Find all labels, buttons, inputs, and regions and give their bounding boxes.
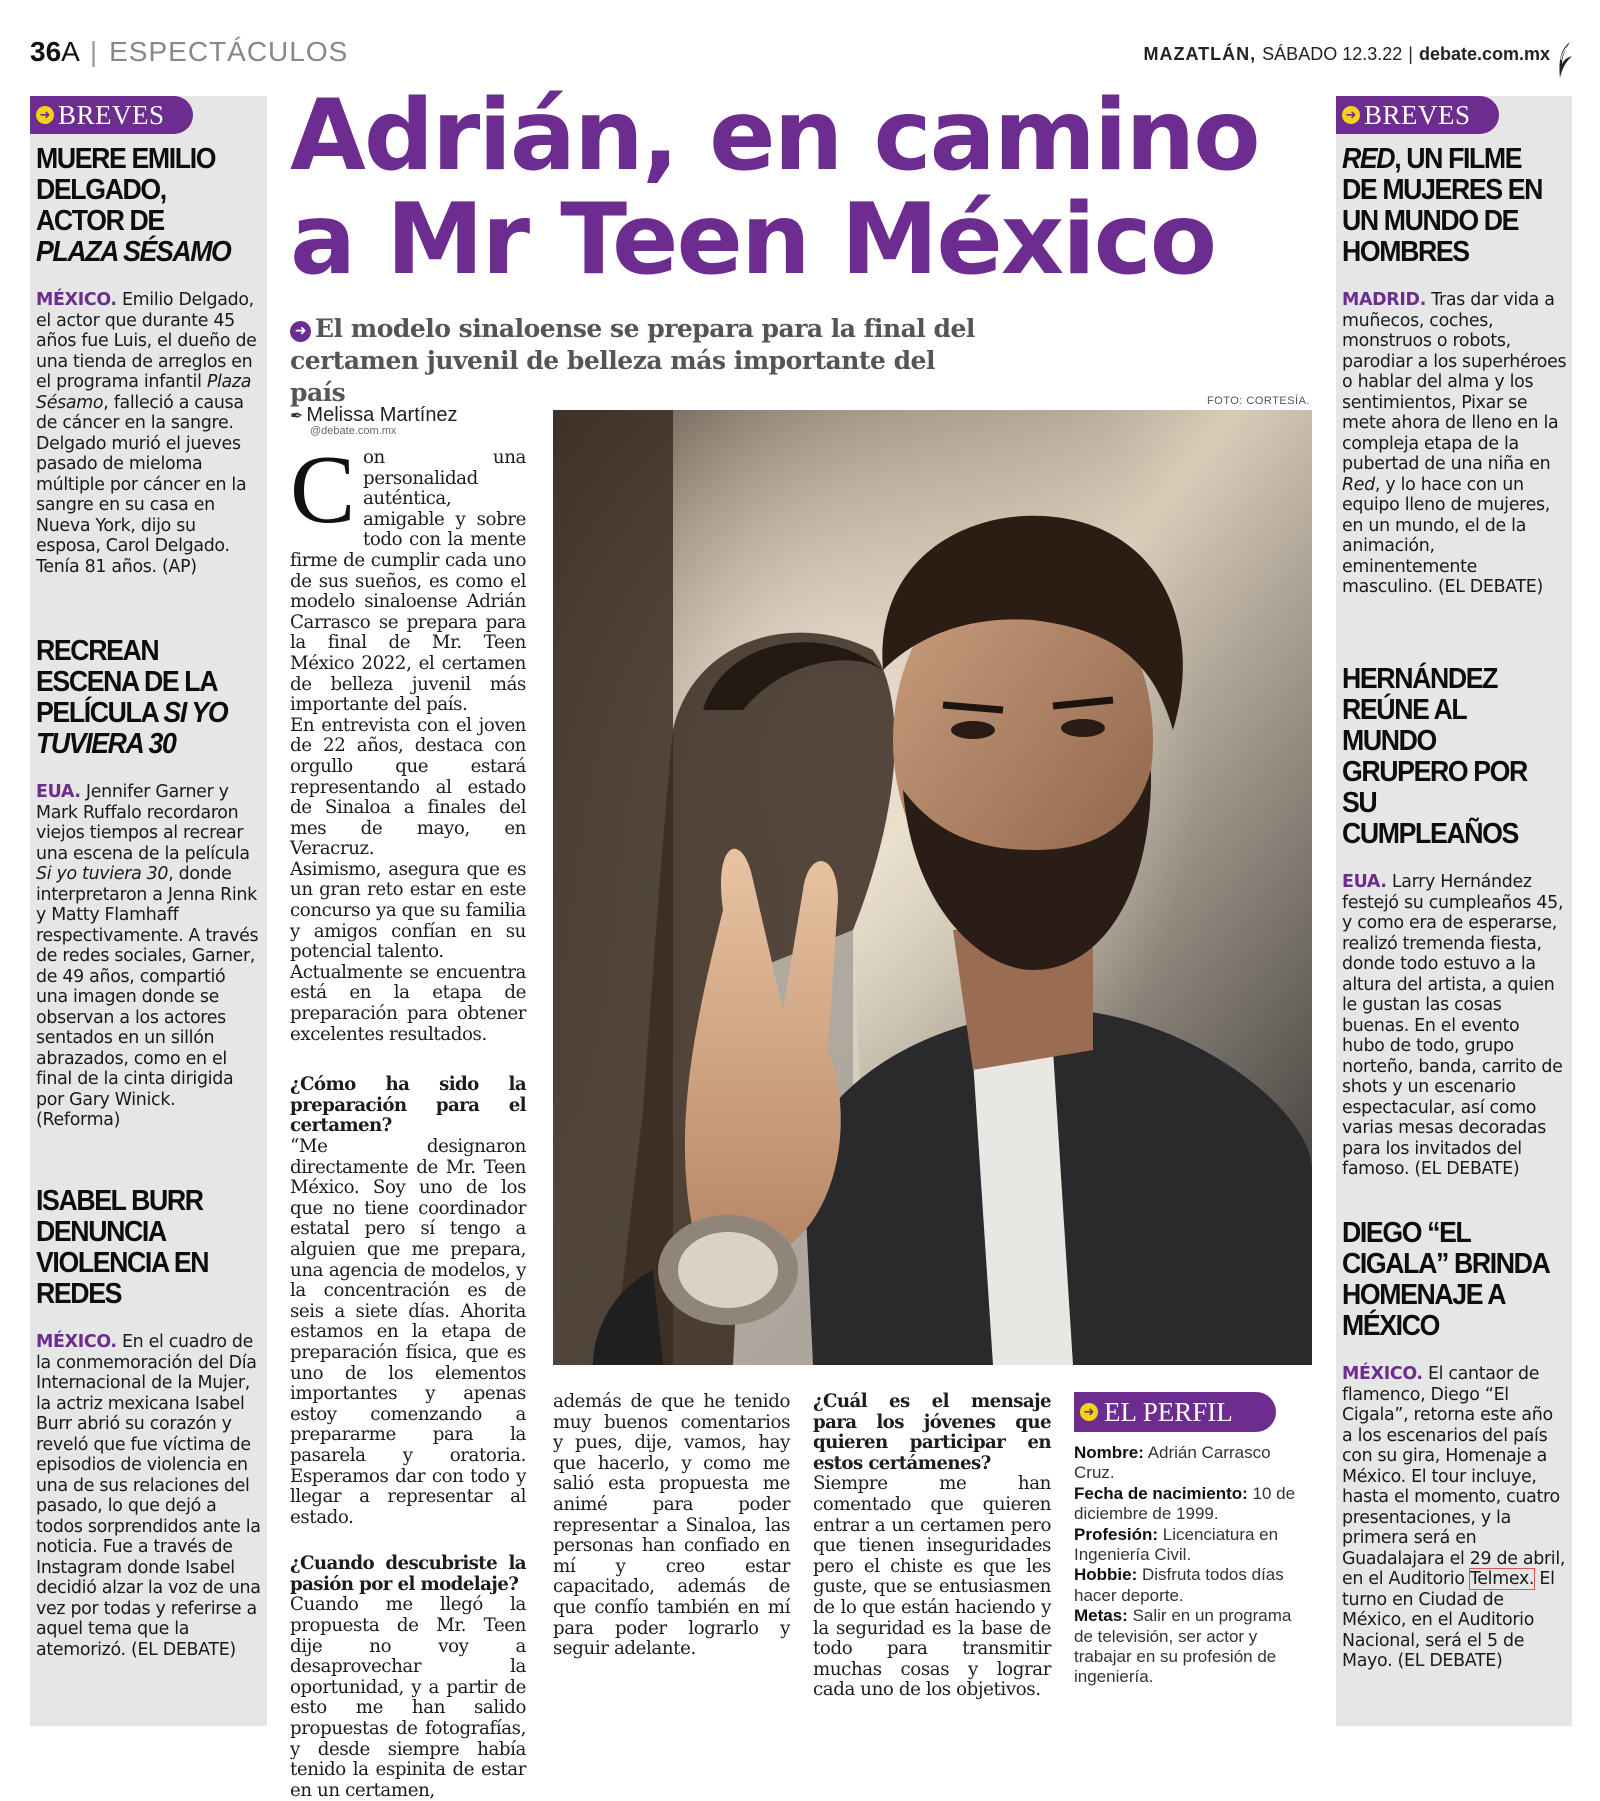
profile-box bbox=[1074, 1443, 1314, 1688]
article-column-3 bbox=[813, 1392, 1051, 1701]
drop-cap: C bbox=[290, 436, 355, 544]
brief-title: RECREAN ESCENA DE LA PELÍCULA SI YO TUVIERA 30 bbox=[36, 635, 228, 760]
arrow-right-icon: ➜ bbox=[1342, 106, 1360, 124]
article-column-1 bbox=[290, 436, 526, 1801]
brief-si-yo-tuviera-30 bbox=[36, 636, 261, 1131]
brief-larry-hernandez bbox=[1342, 664, 1567, 1180]
brief-text: MÉXICO. Emilio Delgado, el actor que durante 45 años fue Luis, el dueño de una tienda de arreglos en el programa infantil Plaza Sésamo, falleció a causa de cáncer en la sangre. Delgado murió el jueves pasado de mieloma múltiple por cáncer en la sangre en su casa en Nueva York, dijo su esposa, Carol Delgado. Tenía 81 años. (AP) bbox=[36, 290, 257, 577]
brief-el-cigala bbox=[1342, 1218, 1567, 1672]
byline bbox=[290, 404, 530, 437]
byline-name: Melissa Martínez bbox=[306, 404, 458, 426]
article-headline bbox=[290, 79, 1320, 297]
breves-label: BREVES bbox=[58, 99, 165, 130]
headline-line-1: Adrián, en camino bbox=[290, 79, 1259, 193]
article-photo bbox=[553, 410, 1312, 1365]
brief-title: DIEGO “EL CIGALA” BRINDA HOMENAJE A MÉXICO bbox=[1342, 1217, 1549, 1342]
brief-title: HERNÁNDEZ REÚNE AL MUNDO GRUPERO POR SU CUMPLEAÑOS bbox=[1342, 663, 1527, 850]
byline-handle: @debate.com.mx bbox=[310, 425, 397, 437]
brief-location: EUA. bbox=[36, 782, 81, 802]
profile-nombre: Nombre: Adrián Carrasco Cruz. bbox=[1074, 1443, 1271, 1483]
question-2: ¿Cuando descubriste la pasión por el modelaje? bbox=[290, 1553, 526, 1595]
profile-metas: Metas: Salir en un programa de televisión, ser actor y trabajar en su profesión de ingeniería. bbox=[1074, 1606, 1292, 1687]
breves-label: BREVES bbox=[1364, 99, 1471, 130]
headline-line-2: a Mr Teen México bbox=[290, 183, 1216, 297]
brief-text: EUA. Jennifer Garner y Mark Ruffalo recordaron viejos tiempos al recrear una escena de la película Si yo tuviera 30, donde interpretaron a Jenna Rink y Matty Flamhaff respectivamente. A través de redes sociales, Garner, de 49 años, compartió una imagen donde se observan a los actores sentados en un sillón abrazados, como en el final de la cinta dirigida por Gary Winick. (Reforma) bbox=[36, 782, 259, 1130]
paragraph-2: En entrevista con el joven de 22 años, destaca con orgullo que estará representando al estado de Sinaloa a finales del mes de mayo, en Veracruz. bbox=[290, 714, 526, 860]
brief-text: MÉXICO. En el cuadro de la conmemoración del Día Internacional de la Mujer, la actriz mexicana Isabel Burr abrió su corazón y reveló que fue víctima de episodios de violencia en una de sus relaciones del pasado, lo que dejó a todos sorprendidos ante la noticia. Fue a través de Instagram donde Isabel decidió alzar la voz de una vez por todas y referirse a aquel tema que la atemorizó. (EL DEBATE) bbox=[36, 1332, 261, 1660]
perfil-label: EL PERFIL bbox=[1104, 1396, 1233, 1427]
paragraph-4: Actualmente se encuentra está en la etapa de preparación para obtener excelentes resultados. bbox=[290, 961, 526, 1045]
section-name: ESPECTÁCULOS bbox=[109, 36, 349, 67]
left-breves-column bbox=[30, 96, 267, 1726]
brief-location: EUA. bbox=[1342, 872, 1387, 892]
brief-red-film bbox=[1342, 144, 1567, 598]
site-url: debate.com.mx bbox=[1418, 44, 1550, 64]
dateline-date: SÁBADO 12.3.22 bbox=[1262, 44, 1403, 64]
answer-2: Cuando me llegó la propuesta de Mr. Teen dije no voy a desaprovechar la oportunidad, y a partir de esto me han salido propuestas de fotografías, y desde siempre había tenido la espinita de estar en un certamen, bbox=[290, 1594, 526, 1801]
profile-hobbie: Hobbie: Disfruta todos días hacer deporte. bbox=[1074, 1565, 1284, 1605]
page-folio bbox=[30, 36, 348, 70]
dateline-separator: | bbox=[1408, 44, 1413, 64]
perfil-tag bbox=[1074, 1392, 1276, 1432]
arrow-right-icon: ➜ bbox=[36, 106, 54, 124]
brief-location: MADRID. bbox=[1342, 290, 1427, 310]
paragraph-3: Asimismo, asegura que es un gran reto estar en este concurso ya que su familia y amigos confían en su potencial talento. bbox=[290, 858, 526, 963]
brief-title: ISABEL BURR DENUNCIA VIOLENCIA EN REDES bbox=[36, 1185, 209, 1310]
highlighted-word: Telmex. bbox=[1469, 1569, 1535, 1589]
arrow-right-icon: ➜ bbox=[290, 321, 311, 342]
page-letter: A bbox=[61, 36, 80, 67]
arrow-right-icon: ➜ bbox=[1080, 1403, 1098, 1421]
breves-tag bbox=[30, 96, 193, 134]
brief-location: MÉXICO. bbox=[36, 1332, 117, 1352]
brief-text: EUA. Larry Hernández festejó su cumpleaños 45, y como era de esperarse, realizó tremenda fiesta, donde todo estuvo a la altura del artista, a quien le gustan las cosas buenas. En el evento hubo de todo, grupo norteño, banda, carrito de shots y un escenario espectacular, así como varias mesas decoradas para los invitados del famoso. (EL DEBATE) bbox=[1342, 872, 1564, 1179]
brief-emilio-delgado bbox=[36, 144, 261, 577]
paragraph-1: Con una personalidad auténtica, amigable y sobre todo con la mente firme de cumplir cada uno de sus sueños, es como el modelo sinaloense Adrián Carrasco se prepara para la final de Mr. Teen México 2022, el certamen de belleza juvenil más importante del país. bbox=[290, 436, 526, 716]
brief-text: MÉXICO. El cantaor de flamenco, Diego “El Cigala”, retorna este año a los escenarios del país con su gira, Homenaje a México. El tour incluye, hasta el momento, cuatro presentaciones, y la primera será en Guadalajara el 29 de abril, en el Auditorio Telmex. El turno en Ciudad de México, en el Auditorio Nacional, será el 5 de Mayo. (EL DEBATE) bbox=[1342, 1364, 1566, 1671]
answer-2-continued: además de que he tenido muy buenos comentarios y pues, dije, vamos, hay que hacerlo, y como me salió esta propuesta me animé para poder representar a Sinaloa, las personas han confiado en mí y creo estar capacitado, además de que confío también en mí para poder lograrlo y seguir adelante. bbox=[553, 1391, 790, 1660]
photo-credit: FOTO: CORTESÍA. bbox=[1206, 395, 1310, 407]
brief-location: MÉXICO. bbox=[1342, 1364, 1423, 1384]
portrait-illustration bbox=[553, 410, 1312, 1365]
answer-3: Siempre me han comentado que quieren entrar a un certamen pero que tienen inseguridades pero el chiste es que les guste, que se entusiasmen de lo que están haciendo y la seguridad es la base de todo para transmitir muchas cosas y lograr cada uno de los objetivos. bbox=[813, 1473, 1051, 1701]
brief-title: RED, UN FILME DE MUJERES EN UN MUNDO DE HOMBRES bbox=[1342, 143, 1542, 268]
article-deck: ➜ El modelo sinaloense se prepara para la final del certamen juvenil de belleza más importante del país bbox=[290, 314, 975, 407]
question-1: ¿Cómo ha sido la preparación para el certamen? bbox=[290, 1074, 526, 1137]
article-column-2 bbox=[553, 1392, 790, 1660]
brief-text: MADRID. Tras dar vida a muñecos, coches, monstruos o robots, parodiar a los superhéroes o hablar del alma y los sentimientos, Pixar se mete ahora de lleno en la compleja etapa de la pubertad de una niña en Red, y lo hace con un equipo lleno de mujeres, en un mundo, el de la animación, eminentemente masculino. (EL DEBATE) bbox=[1342, 290, 1567, 597]
quill-icon: ✒ bbox=[290, 406, 304, 425]
dateline-city: MAZATLÁN, bbox=[1143, 44, 1257, 64]
dateline bbox=[1144, 44, 1550, 65]
right-breves-column bbox=[1336, 96, 1572, 1726]
feather-logo-icon bbox=[1552, 40, 1574, 80]
breves-tag bbox=[1336, 96, 1499, 134]
folio-separator: | bbox=[89, 36, 98, 67]
brief-isabel-burr bbox=[36, 1186, 261, 1660]
page-number: 36 bbox=[30, 36, 62, 67]
answer-1: “Me designaron directamente de Mr. Teen México. Soy uno de los que no tiene coordinador estatal pero sí tengo a alguien que me prepara, una agencia de modelos, y la concentración es de seis a siete días. Ahorita estamos en la etapa de preparación física, que es uno de los elementos importantes y apenas estoy comenzando a prepararme para la pasarela y oratoria. Esperamos dar con todo y llegar a representar al estado. bbox=[290, 1136, 526, 1528]
profile-profesion: Profesión: Licenciatura en Ingeniería Civil. bbox=[1074, 1524, 1279, 1565]
profile-fecha: Fecha de nacimiento: 10 de diciembre de 1999. bbox=[1074, 1483, 1296, 1524]
brief-title: MUERE EMILIO DELGADO, ACTOR DE PLAZA SÉSAMO bbox=[36, 143, 231, 268]
brief-location: MÉXICO. bbox=[36, 290, 117, 310]
question-3: ¿Cuál es el mensaje para los jóvenes que quieren participar en estos certámenes? bbox=[813, 1391, 1051, 1474]
